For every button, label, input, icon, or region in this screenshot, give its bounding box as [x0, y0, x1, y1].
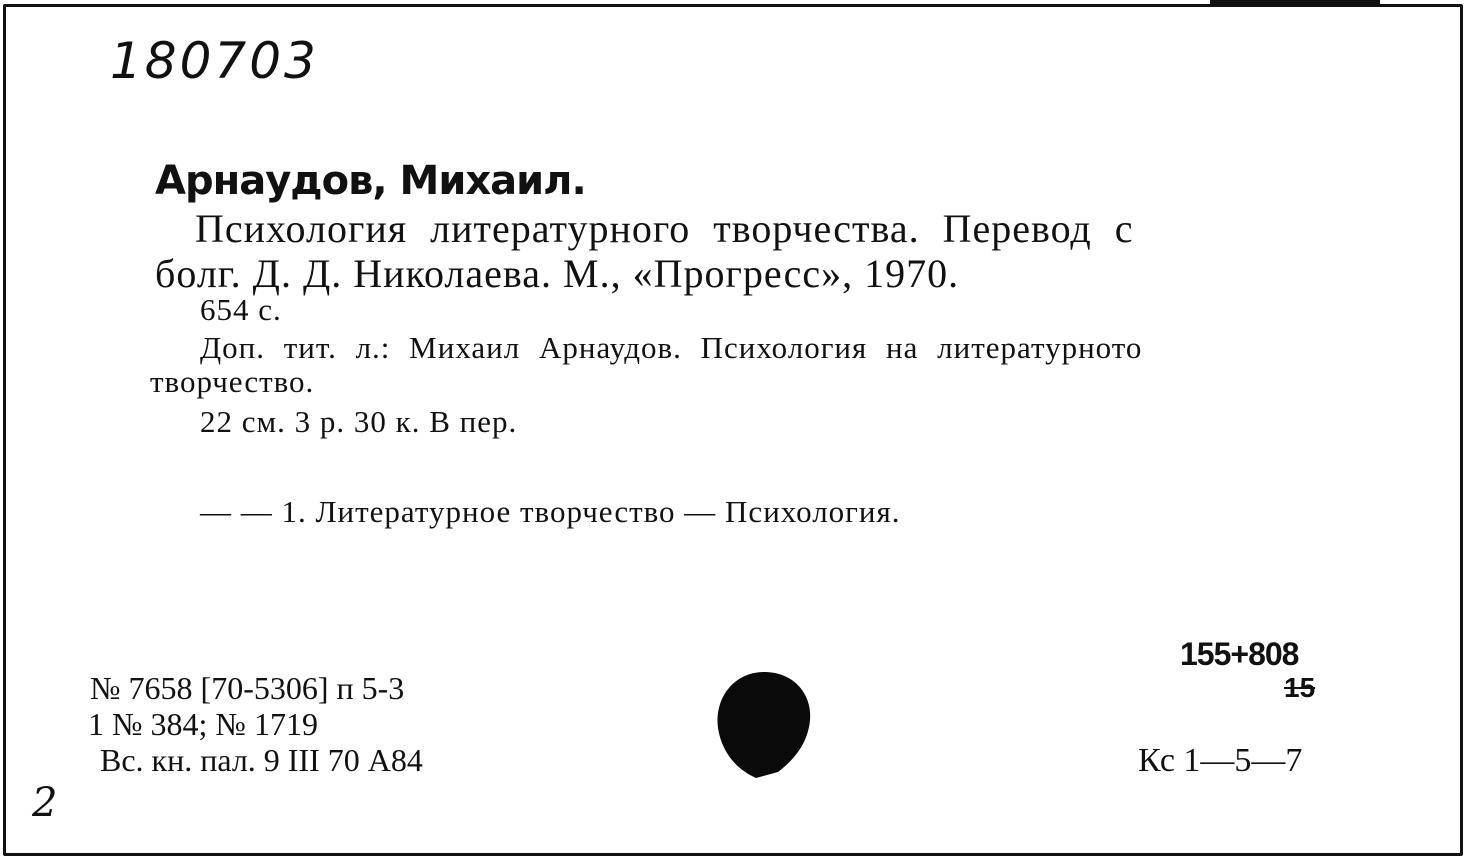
punch-hole	[716, 668, 812, 780]
classification-sub: 15	[1284, 672, 1316, 703]
additional-title-line-2: творчество.	[150, 364, 315, 399]
record-number: № 7658 [70-5306] п 5-3	[90, 670, 405, 706]
title-line-1: Психология литературного творчества. Перевод с	[195, 206, 1134, 251]
pages: 654 с.	[200, 292, 282, 327]
inventory-number: 180703	[110, 32, 319, 90]
top-edge-mark	[1210, 0, 1380, 6]
numbers-line: 1 № 384; № 1719	[88, 706, 318, 742]
size-price: 22 см. 3 р. 30 к. В пер.	[200, 404, 518, 439]
title-line-2: болг. Д. Д. Николаева. М., «Прогресс», 1970.	[155, 251, 960, 296]
additional-title-line-1: Доп. тит. л.: Михаил Арнаудов. Психология на литературното	[200, 330, 1143, 365]
classification-index: 155+808	[1180, 636, 1299, 672]
author: Арнаудов, Михаил.	[155, 158, 586, 204]
book-chamber-line: Вс. кн. пал. 9 III 70 А84	[100, 742, 423, 778]
shelf-code: Кс 1—5—7	[1138, 742, 1303, 779]
handwritten-mark: 2	[32, 780, 58, 826]
subject-heading: — — 1. Литературное творчество — Психология.	[200, 494, 901, 529]
